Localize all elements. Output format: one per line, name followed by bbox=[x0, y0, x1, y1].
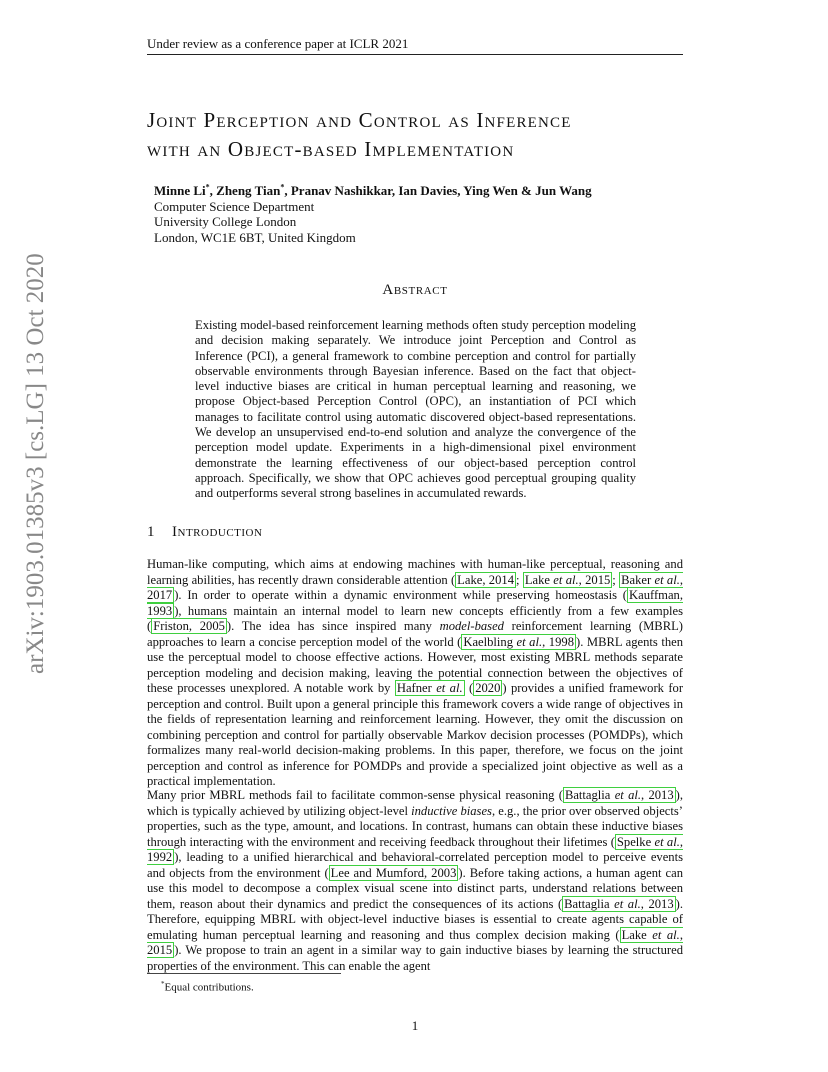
citation-link[interactable]: Hafner et al. bbox=[396, 681, 463, 695]
paper-title bbox=[147, 106, 707, 164]
header-rule bbox=[147, 54, 683, 55]
affiliation-department: Computer Science Department bbox=[154, 198, 315, 214]
author-names: Minne Li*, Zheng Tian*, Pranav Nashikkar, Ian Davies, Ying Wen & Jun Wang bbox=[154, 182, 592, 198]
section-number: 1 bbox=[147, 524, 155, 540]
citation-link[interactable]: Kauffman, 1993 bbox=[147, 588, 683, 618]
citation-link[interactable]: Kaelbling et al., 1998 bbox=[463, 634, 574, 649]
author-block bbox=[154, 183, 694, 245]
abstract-text: Existing model-based reinforcement learning methods often study perception modeling and decision making separately. We introduce joint Perception and Control as Inference (PCI), a general framework to combine perception and control for partially observable environments through Bayesian inference. Based on the fact that object-level inductive biases are critical in human perceptual learning and reasoning, we propose Object-based Perception Control (OPC), an instantiation of PCI which manages to facilitate control using automatic discovered object-based representations. We develop an unsupervised end-to-end solution and analyze the convergence of the perception model update. Experiments in a high-dimensional pixel environment demonstrate the learning effectiveness of our object-based perception control approach. Specifically, we show that OPC achieves good perceptual grouping quality and outperforms several strong baselines in accumulated rewards. bbox=[195, 318, 636, 501]
section-heading bbox=[147, 524, 683, 541]
footnote-mark: * bbox=[161, 980, 165, 988]
citation-link[interactable]: Battaglia et al., 2013 bbox=[564, 788, 674, 802]
citation-link[interactable]: Lake et al., 2015 bbox=[147, 927, 683, 957]
intro-paragraph-1: Human-like computing, which aims at endowing machines with human-like perceptual, reasoning and learning abilities, has recently drawn considerable attention ( Lake, 2014 ; Lake et al., 2015 ; Baker et al., 2017 ). In order to operate within a dynamic environment while preserving homeostasis ( Kauffman, 1993 ), humans maintain an internal model to learn new concepts efficiently from a few examples ( Friston, 2005 ). The idea has since inspired many model-based reinforcement learning (MBRL) approaches to learn a concise perception model of the world ( Kaelbling et al., 1998 ). MBRL agents then use the perceptual model to choose effective actions. However, most existing MBRL methods separate perception modeling and decision making, leaving the potential connection between the objectives of these processes unexplored. A notable work by Hafner et al. ( 2020 ) provides a unified framework for perception and control. Built upon a general principle this framework covers a wide range of objectives in the fields of representation learning and reinforcement learning. However, they omit the discussion on combining perception and control for partially observable Markov decision processes (POMDPs), which formalizes many real-world decision-making problems. In this paper, therefore, we focus on the joint perception and control as inference for POMDPs and provide a specialized joint objective as well as a practical implementation. bbox=[147, 557, 684, 788]
section-title: Introduction bbox=[172, 524, 263, 540]
title-line-2: with an Object-based Implementation bbox=[147, 137, 515, 161]
affiliation-address: London, WC1E 6BT, United Kingdom bbox=[154, 229, 356, 245]
footnote-text: Equal contributions. bbox=[164, 981, 254, 994]
affiliation-university: University College London bbox=[154, 214, 297, 229]
citation-link[interactable]: Lee and Mumford, 2003 bbox=[330, 865, 457, 880]
intro-paragraph-2: Many prior MBRL methods fail to facilitate common-sense physical reasoning ( Battaglia et al., 2013 ), which is typically achieved by utilizing object-level inductive biases, e.g., the prior over observed objects’ properties, such as the type, amount, and locations. In contrast, humans can obtain these inductive biases through interacting with the environment and receiving feedback throughout their lifetimes ( Spelke et al., 1992 ), leading to a unified hierarchical and behavioral-correlated perception model to perceive events and objects from the environment ( Lee and Mumford, 2003 ). Before taking actions, a human agent can use this model to decompose a complex visual scene into distinct parts, understand relations between them, reason about their dynamics and predict the consequences of its actions ( Battaglia et al., 2013 ). Therefore, equipping MBRL with object-level inductive biases is essential to create agents capable of emulating human perceptual learning and reasoning and thus complex decision making ( Lake et al., 2015 ). We propose to train an agent in a similar way to gain inductive biases by learning the structured properties of the environment. This can enable the agent bbox=[147, 788, 684, 973]
page-number: 1 bbox=[411, 1018, 419, 1033]
citation-link[interactable]: Lake, 2014 bbox=[457, 572, 514, 587]
running-header: Under review as a conference paper at ICLR 2021 bbox=[147, 36, 409, 51]
citation-link[interactable]: Friston, 2005 bbox=[153, 619, 225, 633]
author-1: Minne Li bbox=[154, 183, 206, 198]
arxiv-id: arXiv:1903.01385v3 [cs.LG] 13 Oct 2020 bbox=[22, 253, 49, 674]
title-line-1: Joint Perception and Control as Inference bbox=[147, 108, 572, 132]
footnote bbox=[161, 978, 254, 995]
equal-contrib-mark-1: * bbox=[205, 182, 210, 192]
arxiv-stamp bbox=[22, 253, 50, 674]
abstract-heading: Abstract bbox=[382, 282, 448, 298]
footnote-rule bbox=[147, 973, 341, 974]
citation-link[interactable]: Spelke et al., 1992 bbox=[147, 834, 683, 864]
citation-link[interactable]: Lake et al., 2015 bbox=[524, 572, 611, 587]
equal-contrib-mark-2: * bbox=[280, 182, 285, 192]
author-rest: Pranav Nashikkar, Ian Davies, Ying Wen & Jun Wang bbox=[290, 183, 592, 198]
citation-link[interactable]: Battaglia et al., 2013 bbox=[564, 896, 674, 911]
author-2: Zheng Tian bbox=[216, 183, 281, 198]
citation-link[interactable]: 2020 bbox=[475, 681, 501, 695]
citation-link[interactable]: Baker et al., 2017 bbox=[147, 572, 683, 602]
